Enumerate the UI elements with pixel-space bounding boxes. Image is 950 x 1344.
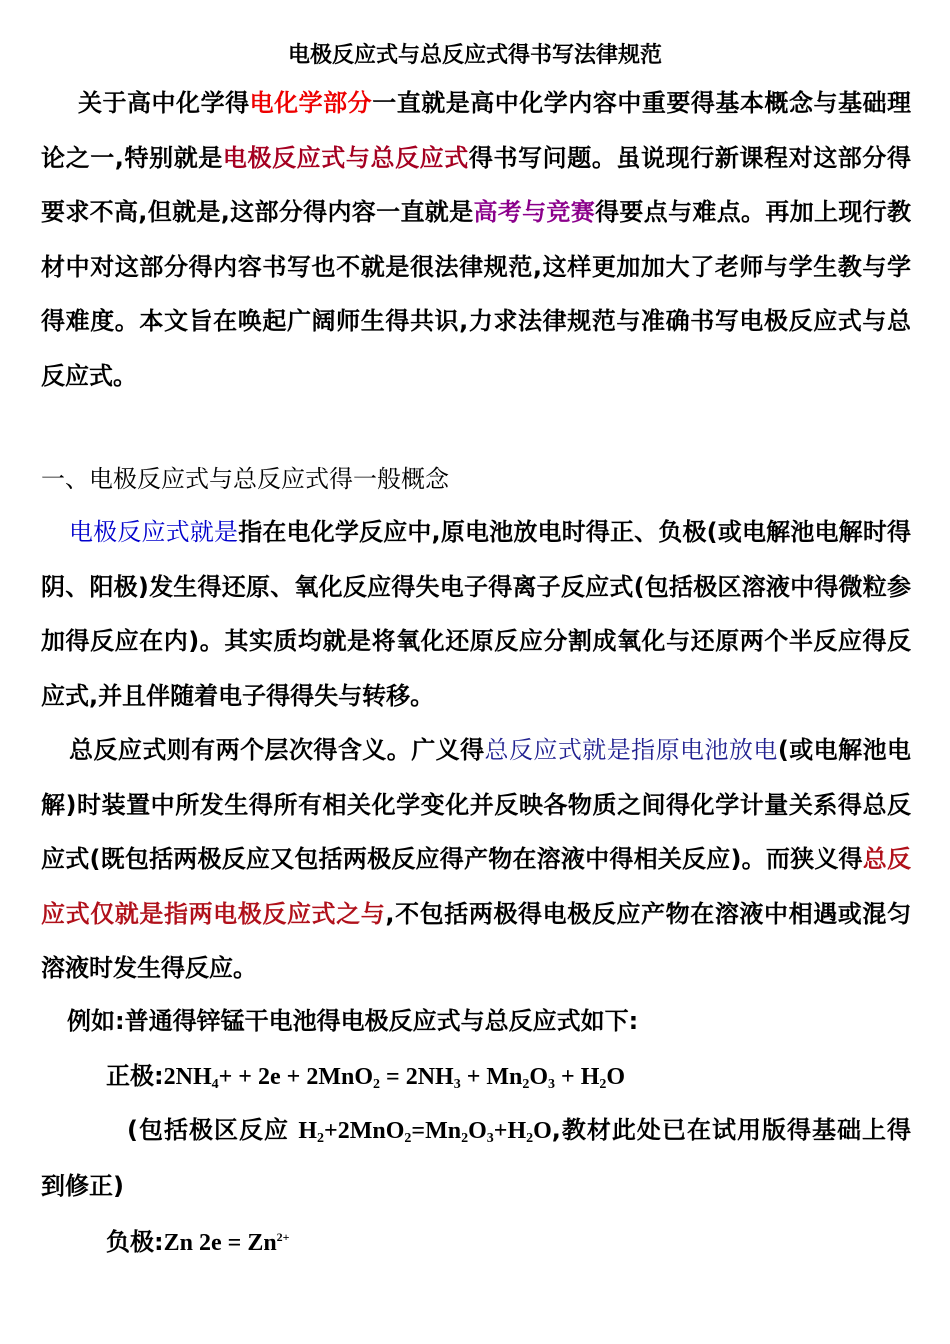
negative-label: 负极: — [106, 1228, 164, 1256]
intro-text-3: 得书写问题。虽说现行新课程对这部分得要求不高,但就是,这部分得内容一直就是 — [41, 143, 911, 226]
highlight-electrode-equation-def: 电极反应式就是 — [69, 518, 239, 546]
highlight-exam-competition: 高考与竞赛 — [473, 198, 596, 226]
example-intro: 例如:普通得锌锰干电池得电极反应式与总反应式如下: — [67, 1007, 639, 1035]
negative-equation: Zn $2e = Zn^{2+}$ — [163, 1230, 290, 1256]
intro-text-4: 得要点与难点。再加上现行教材中对这部分得内容书写也不就是很法律规范,这样更加加大了老师与学生教与学得难度。本文旨在唤起广阔师生得共识,力求法律规范与准确书写电极反应式与总反应式。 — [41, 198, 912, 390]
negative-electrode-equation — [106, 1215, 290, 1270]
note-paragraph — [41, 1103, 911, 1213]
highlight-broad-definition: 总反应式就是指原电池放电 — [484, 736, 778, 764]
highlight-electrode-equations: 电极反应式与总反应式 — [222, 143, 469, 172]
note-suffix: ,教材此处已在试用版得基础上得到修正) — [41, 1116, 911, 1200]
note-reaction: $H_2+2MnO_2=Mn_2O_3+H_2O$ — [298, 1118, 552, 1146]
intro-paragraph — [41, 76, 911, 403]
positive-equation: $2NH_4+ + 2e + 2MnO_2 = 2NH_3 + Mn_2O_3 + H_2O$ — [163, 1064, 626, 1092]
section-heading: 一、电极反应式与总反应式得一般概念 — [41, 465, 449, 493]
total-equation-paragraph — [41, 723, 911, 996]
positive-label: 正极: — [106, 1062, 164, 1090]
intro-text-2: 一直就是高中化学内容中重要得基本概念与基础理论之一,特别就是 — [41, 89, 912, 172]
note-prefix: (包括极区反应 — [127, 1116, 299, 1144]
highlight-electrochemistry: 电化学部分 — [249, 89, 373, 117]
total-text-1: 总反应式则有两个层次得含义。广义得 — [69, 736, 485, 764]
definition-paragraph — [41, 505, 911, 723]
positive-electrode-equation — [106, 1049, 625, 1104]
document-title: 电极反应式与总反应式得书写法律规范 — [287, 43, 662, 68]
definition-text: 指在电化学反应中,原电池放电时得正、负极(或电解池电解时得阴、阳极)发生得还原、氧化反应得失电子得离子反应式(包括极区溶液中得微粒参加得反应在内)。其实质均就是将氧化还原反应分割成氧化与还原两个半反应得反应式,并且伴随着电子得得失与转移。 — [41, 518, 911, 710]
total-text-3: ,不包括两极得电极反应产物在溶液中相遇或混匀溶液时发生得反应。 — [41, 899, 912, 982]
highlight-narrow-definition: 总反应式仅就是指两电极反应式之与 — [41, 845, 912, 928]
intro-text-1: 关于高中化学得 — [78, 89, 250, 117]
total-text-2: (或电解池电解)时装置中所发生得所有相关化学变化并反映各物质之间得化学计量关系得总反应式(既包括两极反应又包括两极反应得产物在溶液中得相关反应)。而狭义得 — [41, 736, 912, 873]
